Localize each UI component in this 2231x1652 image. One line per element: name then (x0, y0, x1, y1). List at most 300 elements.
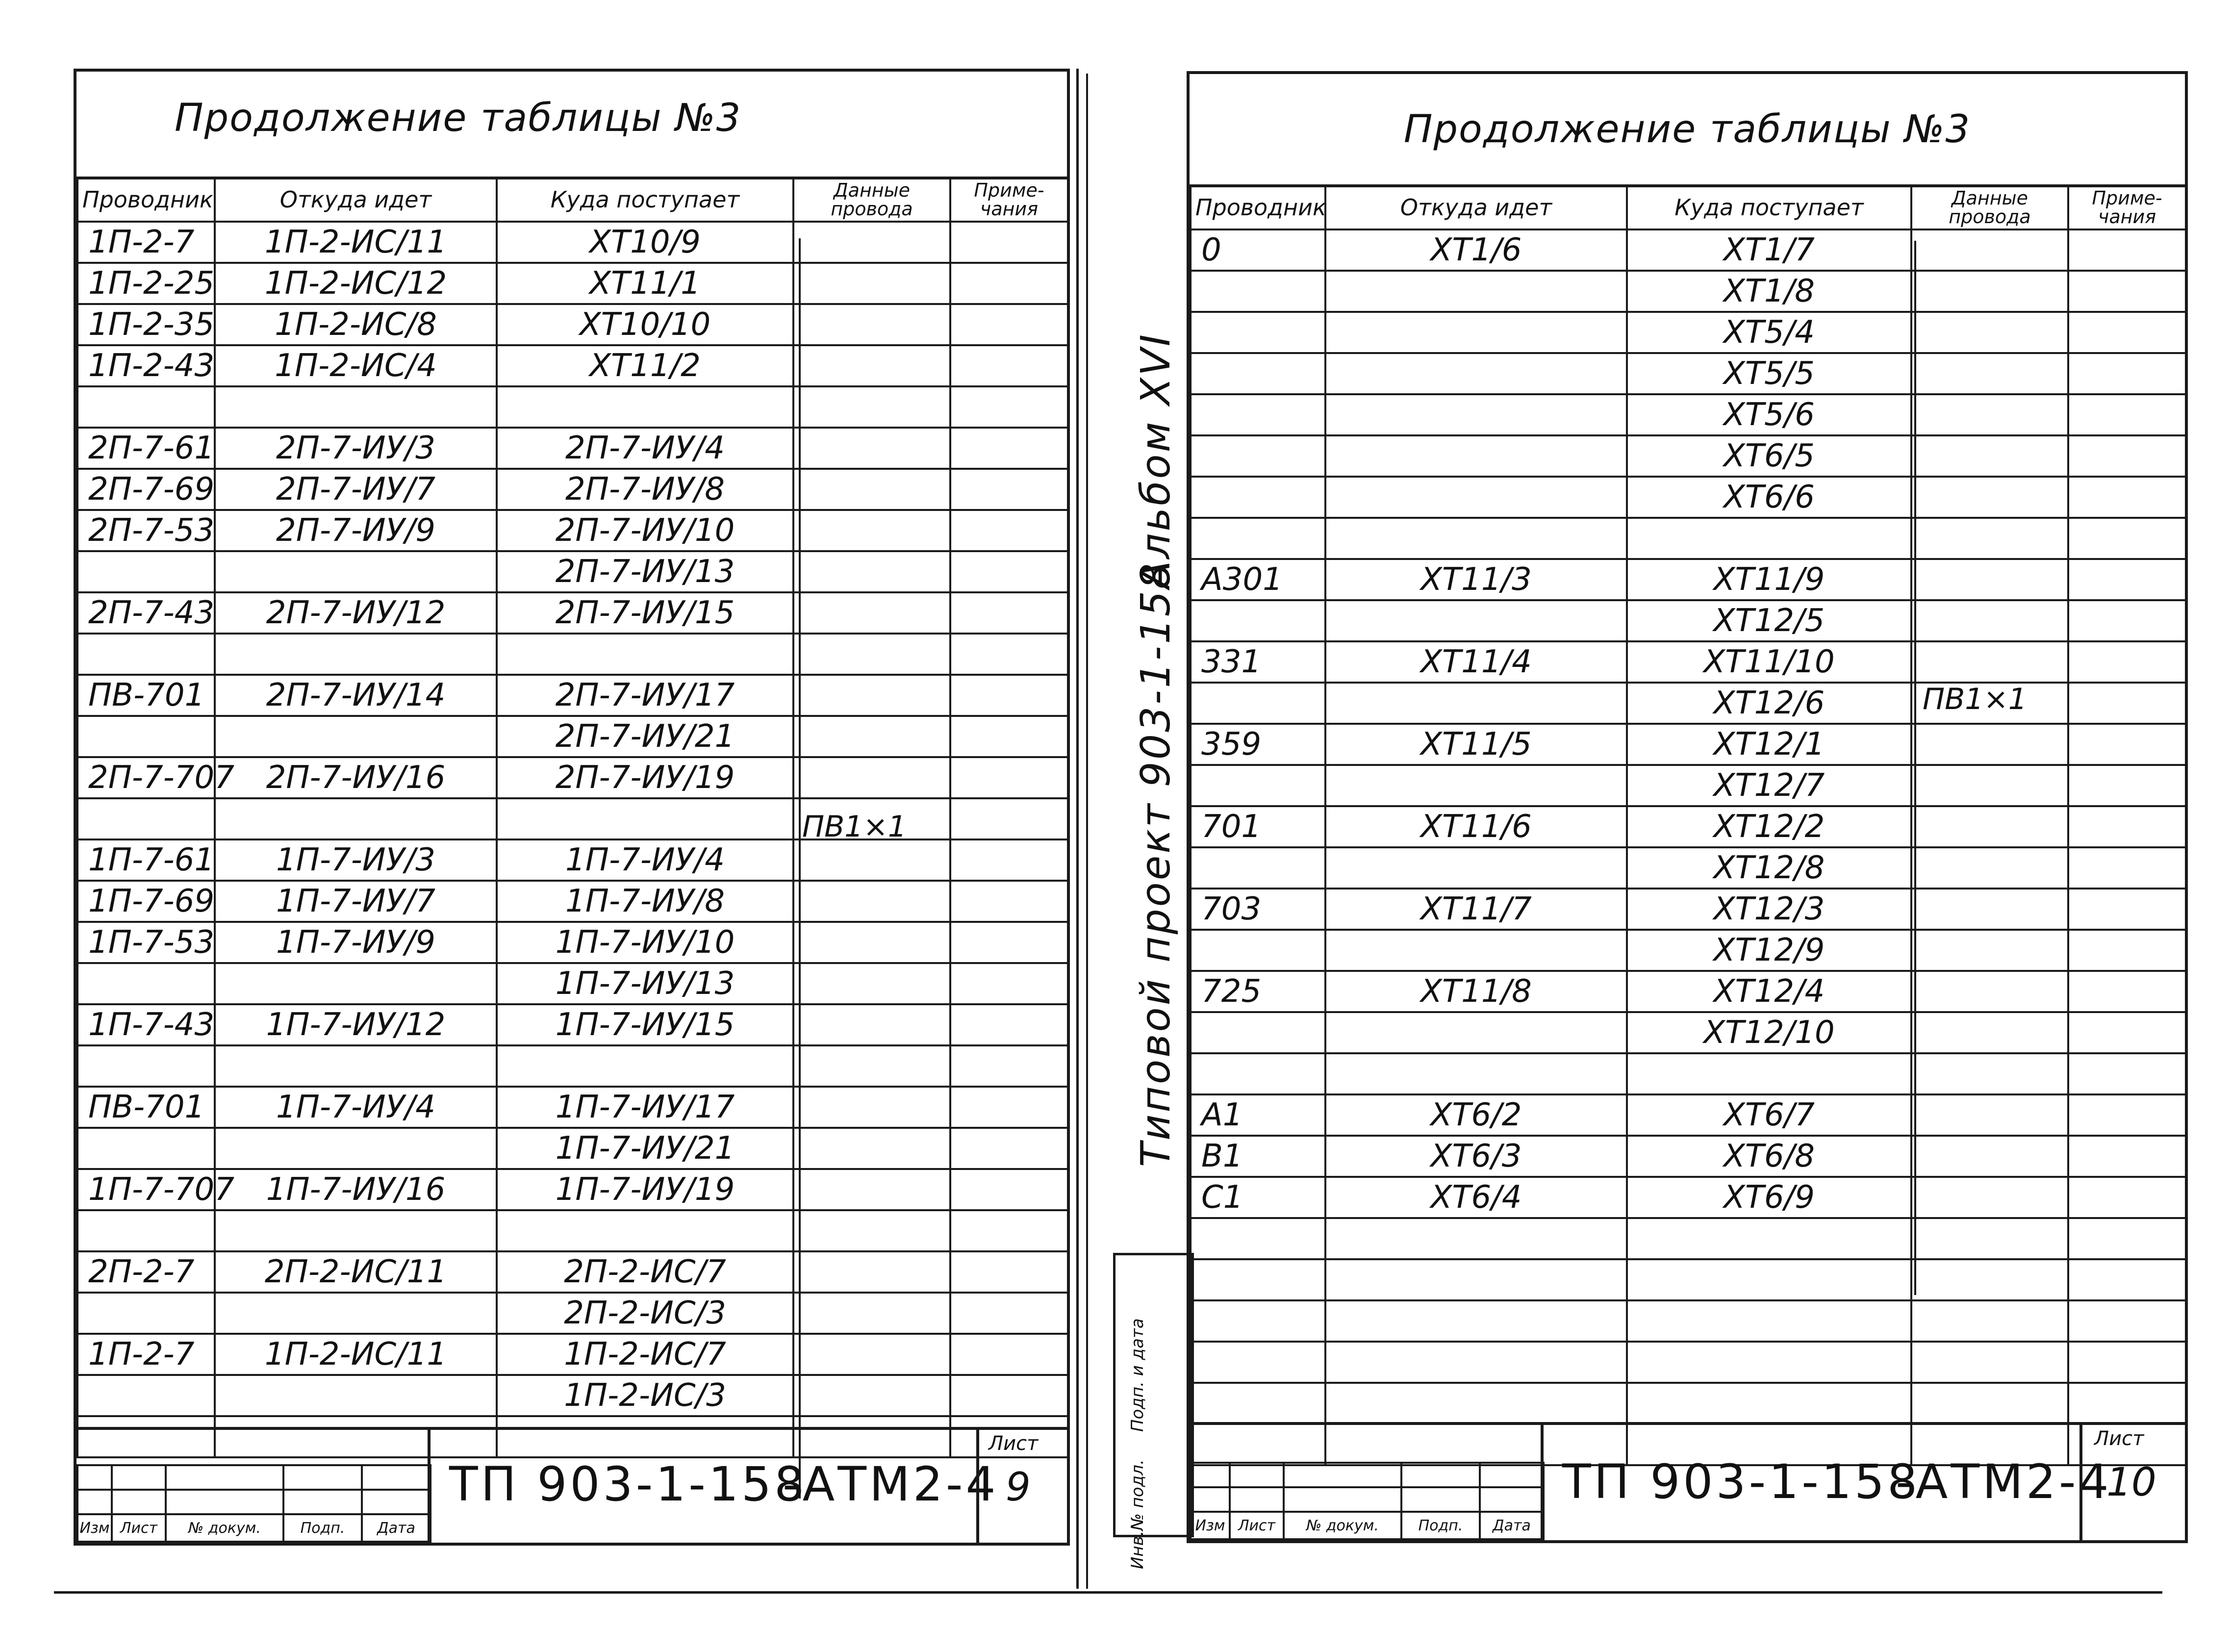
to-cell: ХТ12/6 (1627, 683, 1911, 724)
notes-cell (2068, 600, 2186, 641)
from-cell: ХТ11/8 (1325, 971, 1627, 1012)
stamp-label-sheet: Лист (1230, 1512, 1284, 1539)
conductor-cell: 1П-2-35 (77, 304, 215, 345)
from-cell: 2П-2-ИС/11 (215, 1251, 497, 1293)
notes-cell (2068, 765, 2186, 806)
conductor-cell: 1П-7-53 (77, 922, 215, 963)
from-cell (215, 1128, 497, 1169)
side-label-inventory: Инв.№ подл. (1128, 1459, 1147, 1569)
conductor-cell (1191, 353, 1325, 394)
right-brace-line (1914, 241, 1916, 1295)
right-doc-code: ТП 903-1-158 (1562, 1454, 1921, 1509)
conductor-cell (77, 1210, 215, 1251)
from-cell: 1П-2-ИС/12 (215, 263, 497, 304)
table-row (1191, 600, 2186, 641)
table-row (77, 1293, 1068, 1334)
wire-data-cell (1911, 806, 2068, 847)
to-cell: 1П-7-ИУ/21 (497, 1128, 793, 1169)
wire-data-cell (1911, 435, 2068, 477)
to-cell: 1П-7-ИУ/8 (497, 881, 793, 922)
wire-data-cell (1911, 1094, 2068, 1136)
to-cell: ХТ12/9 (1627, 930, 1911, 971)
conductor-cell (1191, 600, 1325, 641)
notes-cell (2068, 847, 2186, 889)
to-cell: ХТ11/1 (497, 263, 793, 304)
table-row (77, 1004, 1068, 1045)
notes-cell (950, 1128, 1068, 1169)
left-title-block (76, 1427, 1067, 1543)
left-title-area (76, 72, 1067, 179)
to-cell: ХТ11/2 (497, 345, 793, 386)
to-cell: 1П-7-ИУ/19 (497, 1169, 793, 1210)
notes-cell (950, 839, 1068, 881)
from-cell (215, 1210, 497, 1251)
conductor-cell: ПВ-701 (77, 1087, 215, 1128)
notes-cell (950, 1293, 1068, 1334)
conductor-cell: 701 (1191, 806, 1325, 847)
conductor-cell (77, 798, 215, 839)
from-cell (1325, 271, 1627, 312)
to-cell: ХТ11/9 (1627, 559, 1911, 600)
table-row (77, 757, 1068, 798)
wire-data-cell (793, 716, 950, 757)
table-row (77, 469, 1068, 510)
notes-cell (950, 757, 1068, 798)
from-cell: ХТ11/7 (1325, 889, 1627, 930)
col-wire-data: Данные провода (793, 178, 950, 222)
notes-cell (950, 304, 1068, 345)
col-from: Откуда идет (1325, 185, 1627, 229)
notes-cell (2068, 1300, 2186, 1342)
table-row (1191, 1094, 2186, 1136)
table-row (77, 634, 1068, 675)
table-row (77, 1087, 1068, 1128)
notes-cell (950, 1045, 1068, 1087)
notes-cell (2068, 641, 2186, 683)
to-cell: 1П-7-ИУ/10 (497, 922, 793, 963)
from-cell: ХТ6/2 (1325, 1094, 1627, 1136)
table-row (1191, 930, 2186, 971)
right-sheet-title: Продолжение таблицы №3 (1403, 107, 1971, 152)
conductor-cell (1191, 1383, 1325, 1424)
table-row (1191, 518, 2186, 559)
left-doc-suffix: -АТМ2-4 (783, 1457, 999, 1512)
table-row (77, 428, 1068, 469)
from-cell (215, 386, 497, 428)
to-cell (1627, 1342, 1911, 1383)
from-cell: ХТ6/3 (1325, 1136, 1627, 1177)
from-cell: 2П-7-ИУ/12 (215, 592, 497, 634)
to-cell: ХТ12/8 (1627, 847, 1911, 889)
to-cell: ХТ1/8 (1627, 271, 1911, 312)
to-cell: 2П-7-ИУ/15 (497, 592, 793, 634)
wire-data-cell (1911, 930, 2068, 971)
to-cell: 1П-2-ИС/3 (497, 1375, 793, 1416)
conductor-cell: 2П-7-53 (77, 510, 215, 551)
to-cell: ХТ11/10 (1627, 641, 1911, 683)
left-sheet-label: Лист (989, 1432, 1039, 1455)
to-cell (497, 1210, 793, 1251)
wire-data-cell (1911, 518, 2068, 559)
from-cell (215, 963, 497, 1004)
table-row (1191, 271, 2186, 312)
to-cell (1627, 1383, 1911, 1424)
notes-cell (2068, 477, 2186, 518)
wire-data-cell (793, 592, 950, 634)
from-cell (215, 1375, 497, 1416)
from-cell (1325, 394, 1627, 435)
table-row (1191, 1259, 2186, 1300)
stamp-label-sign: Подп. (1401, 1512, 1480, 1539)
notes-cell (950, 345, 1068, 386)
table-row (77, 263, 1068, 304)
notes-cell (950, 428, 1068, 469)
table-row (1191, 889, 2186, 930)
conductor-cell (77, 551, 215, 592)
wire-data-cell (1911, 971, 2068, 1012)
table-row (1191, 641, 2186, 683)
notes-cell (950, 881, 1068, 922)
from-cell (215, 1293, 497, 1334)
conductor-cell: 1П-7-69 (77, 881, 215, 922)
from-cell: ХТ11/4 (1325, 641, 1627, 683)
table-row (77, 386, 1068, 428)
wire-data-cell (1911, 847, 2068, 889)
from-cell: 1П-7-ИУ/7 (215, 881, 497, 922)
from-cell: 2П-7-ИУ/3 (215, 428, 497, 469)
stamp-label-change: Изм (1191, 1512, 1230, 1539)
conductor-cell: 1П-7-707 (77, 1169, 215, 1210)
wire-data-cell (1911, 641, 2068, 683)
table-row (77, 922, 1068, 963)
conductor-cell (1191, 765, 1325, 806)
notes-cell (2068, 394, 2186, 435)
table-row (1191, 435, 2186, 477)
wire-data-cell (793, 1210, 950, 1251)
to-cell: 2П-7-ИУ/17 (497, 675, 793, 716)
table-row (77, 1045, 1068, 1087)
table-row (77, 551, 1068, 592)
table-row (1191, 394, 2186, 435)
to-cell: ХТ12/2 (1627, 806, 1911, 847)
table-row (1191, 724, 2186, 765)
to-cell (1627, 1218, 1911, 1259)
from-cell: 1П-7-ИУ/9 (215, 922, 497, 963)
from-cell: ХТ11/3 (1325, 559, 1627, 600)
wire-data-cell (1911, 1218, 2068, 1259)
table-row (1191, 353, 2186, 394)
wire-data-cell (793, 839, 950, 881)
wire-data-cell (793, 304, 950, 345)
from-cell: ХТ6/4 (1325, 1177, 1627, 1218)
to-cell: ХТ5/6 (1627, 394, 1911, 435)
wire-data-cell (793, 757, 950, 798)
album-label: Альбом XVI (1133, 332, 1179, 588)
from-cell: 2П-7-ИУ/14 (215, 675, 497, 716)
right-code-box-divider (1541, 1425, 1544, 1540)
to-cell: ХТ12/1 (1627, 724, 1911, 765)
from-cell: 1П-2-ИС/4 (215, 345, 497, 386)
notes-cell (2068, 1053, 2186, 1094)
notes-cell (2068, 1383, 2186, 1424)
notes-cell (2068, 930, 2186, 971)
wire-data-cell (1911, 1053, 2068, 1094)
table-row (1191, 1383, 2186, 1424)
table-row (77, 1169, 1068, 1210)
notes-cell (2068, 518, 2186, 559)
binding-line-right (1086, 74, 1088, 1589)
right-wire-data: ПВ1×1 (1923, 682, 2027, 716)
wire-data-cell (1911, 600, 2068, 641)
conductor-cell (1191, 1218, 1325, 1259)
notes-cell (2068, 1259, 2186, 1300)
col-notes: Приме-чания (2068, 185, 2186, 229)
notes-cell (2068, 559, 2186, 600)
conductor-cell: 1П-2-43 (77, 345, 215, 386)
right-sheet-box (2079, 1425, 2082, 1540)
from-cell: 1П-7-ИУ/16 (215, 1169, 497, 1210)
notes-cell (2068, 1094, 2186, 1136)
col-notes: Приме-чания (950, 178, 1068, 222)
stamp-label-sign: Подп. (283, 1514, 362, 1542)
wire-data-cell (793, 345, 950, 386)
table-row (1191, 1300, 2186, 1342)
from-cell: 1П-2-ИС/8 (215, 304, 497, 345)
to-cell: ХТ1/7 (1627, 229, 1911, 271)
to-cell: 2П-7-ИУ/8 (497, 469, 793, 510)
notes-cell (2068, 889, 2186, 930)
wire-data-cell (793, 1045, 950, 1087)
right-sheet-number: 10 (2106, 1459, 2156, 1505)
conductor-cell (77, 963, 215, 1004)
left-stamp-grid (76, 1464, 431, 1543)
from-cell (215, 551, 497, 592)
conductor-cell (1191, 394, 1325, 435)
conductor-cell: 2П-7-61 (77, 428, 215, 469)
wire-data-cell (1911, 353, 2068, 394)
table-row (1191, 847, 2186, 889)
notes-cell (950, 263, 1068, 304)
to-cell (1627, 1053, 1911, 1094)
table-row (77, 1210, 1068, 1251)
table-row (77, 839, 1068, 881)
from-cell (215, 634, 497, 675)
left-code-box-divider (428, 1430, 431, 1543)
wire-data-cell (793, 1375, 950, 1416)
table-row (1191, 1053, 2186, 1094)
col-to: Куда поступает (1627, 185, 1911, 229)
table-row (77, 222, 1068, 263)
to-cell (1627, 518, 1911, 559)
right-title-area (1190, 74, 2185, 187)
from-cell (1325, 1218, 1627, 1259)
from-cell (1325, 683, 1627, 724)
wire-data-cell (1911, 724, 2068, 765)
table-row (77, 345, 1068, 386)
conductor-cell (1191, 930, 1325, 971)
notes-cell (2068, 971, 2186, 1012)
from-cell (215, 716, 497, 757)
wire-data-cell (793, 1004, 950, 1045)
stamp-label-doc: № докум. (166, 1514, 283, 1542)
table-row (77, 510, 1068, 551)
notes-cell (950, 634, 1068, 675)
table-row (1191, 477, 2186, 518)
left-sheet (74, 69, 1070, 1546)
to-cell (497, 1045, 793, 1087)
wire-data-cell (1911, 1259, 2068, 1300)
from-cell: 2П-7-ИУ/9 (215, 510, 497, 551)
from-cell: ХТ1/6 (1325, 229, 1627, 271)
notes-cell (950, 1334, 1068, 1375)
binding-line-left (1076, 69, 1079, 1589)
conductor-cell (1191, 683, 1325, 724)
wire-data-cell (793, 510, 950, 551)
bottom-line (54, 1591, 2162, 1594)
wire-data-cell (1911, 271, 2068, 312)
from-cell: 1П-2-ИС/11 (215, 1334, 497, 1375)
left-brace-line (799, 238, 801, 1499)
notes-cell (950, 798, 1068, 839)
to-cell: ХТ6/6 (1627, 477, 1911, 518)
from-cell (1325, 477, 1627, 518)
from-cell: ХТ11/6 (1325, 806, 1627, 847)
to-cell: ХТ6/5 (1627, 435, 1911, 477)
notes-cell (2068, 435, 2186, 477)
conductor-cell (77, 1375, 215, 1416)
wire-data-cell (793, 1293, 950, 1334)
to-cell: ХТ12/5 (1627, 600, 1911, 641)
wire-data-cell (793, 634, 950, 675)
table-row (77, 716, 1068, 757)
notes-cell (950, 922, 1068, 963)
conductor-cell: 703 (1191, 889, 1325, 930)
col-conductor: Проводник (77, 178, 215, 222)
from-cell: 2П-7-ИУ/7 (215, 469, 497, 510)
conductor-cell: 331 (1191, 641, 1325, 683)
from-cell (1325, 930, 1627, 971)
notes-cell (2068, 683, 2186, 724)
to-cell: ХТ12/4 (1627, 971, 1911, 1012)
from-cell (215, 798, 497, 839)
notes-cell (2068, 229, 2186, 271)
left-connection-table (76, 177, 1069, 1458)
to-cell: 1П-7-ИУ/15 (497, 1004, 793, 1045)
col-conductor: Проводник (1191, 185, 1325, 229)
conductor-cell: 725 (1191, 971, 1325, 1012)
notes-cell (950, 592, 1068, 634)
from-cell (1325, 1053, 1627, 1094)
right-connection-table (1190, 184, 2187, 1466)
notes-cell (950, 469, 1068, 510)
wire-data-cell (1911, 765, 2068, 806)
notes-cell (2068, 806, 2186, 847)
table-row (77, 592, 1068, 634)
notes-cell (2068, 312, 2186, 353)
wire-data-cell (1911, 1300, 2068, 1342)
notes-cell (950, 675, 1068, 716)
table-row (77, 1128, 1068, 1169)
conductor-cell: В1 (1191, 1136, 1325, 1177)
wire-data-cell (793, 963, 950, 1004)
conductor-cell (77, 1045, 215, 1087)
to-cell: ХТ5/5 (1627, 353, 1911, 394)
conductor-cell: 2П-7-69 (77, 469, 215, 510)
conductor-cell (1191, 1259, 1325, 1300)
to-cell: 2П-7-ИУ/13 (497, 551, 793, 592)
table-row (1191, 1177, 2186, 1218)
table-row (1191, 1218, 2186, 1259)
from-cell: 1П-7-ИУ/12 (215, 1004, 497, 1045)
to-cell: ХТ10/9 (497, 222, 793, 263)
to-cell: 2П-2-ИС/7 (497, 1251, 793, 1293)
conductor-cell: 2П-7-43 (77, 592, 215, 634)
wire-data-cell (793, 1087, 950, 1128)
table-row (77, 304, 1068, 345)
right-sheet (1187, 71, 2188, 1543)
table-row (1191, 683, 2186, 724)
conductor-cell (77, 716, 215, 757)
wire-data-cell (793, 551, 950, 592)
from-cell (1325, 1300, 1627, 1342)
table-row (77, 881, 1068, 922)
conductor-cell (1191, 518, 1325, 559)
table-row (77, 675, 1068, 716)
conductor-cell (1191, 1053, 1325, 1094)
notes-cell (950, 1004, 1068, 1045)
conductor-cell (77, 1293, 215, 1334)
conductor-cell: 1П-2-7 (77, 1334, 215, 1375)
to-cell: ХТ10/10 (497, 304, 793, 345)
from-cell (1325, 518, 1627, 559)
from-cell: 1П-7-ИУ/4 (215, 1087, 497, 1128)
to-cell: ХТ6/8 (1627, 1136, 1911, 1177)
side-stamp-strip (1113, 1253, 1194, 1537)
side-label-sign-date: Подп. и дата (1128, 1318, 1147, 1432)
left-sheet-title: Продолжение таблицы №3 (175, 96, 742, 140)
table-row (1191, 1342, 2186, 1383)
col-wire-data: Данные провода (1911, 185, 2068, 229)
wire-data-cell (1911, 1177, 2068, 1218)
to-cell: 1П-2-ИС/7 (497, 1334, 793, 1375)
table-row (1191, 806, 2186, 847)
table-row (1191, 1136, 2186, 1177)
to-cell: ХТ12/7 (1627, 765, 1911, 806)
to-cell: ХТ12/10 (1627, 1012, 1911, 1053)
from-cell (1325, 1383, 1627, 1424)
notes-cell (950, 1210, 1068, 1251)
conductor-cell: 1П-7-43 (77, 1004, 215, 1045)
notes-cell (2068, 1177, 2186, 1218)
table-row (1191, 765, 2186, 806)
to-cell (1627, 1300, 1911, 1342)
notes-cell (950, 510, 1068, 551)
conductor-cell: 2П-7-707 (77, 757, 215, 798)
conductor-cell: А301 (1191, 559, 1325, 600)
to-cell (1627, 1259, 1911, 1300)
wire-data-cell (1911, 229, 2068, 271)
notes-cell (950, 716, 1068, 757)
wire-data-cell (793, 1169, 950, 1210)
notes-cell (950, 1251, 1068, 1293)
wire-data-cell (1911, 1342, 2068, 1383)
to-cell (497, 634, 793, 675)
conductor-cell (1191, 435, 1325, 477)
conductor-cell (77, 1128, 215, 1169)
notes-cell (2068, 1136, 2186, 1177)
from-cell (1325, 312, 1627, 353)
conductor-cell (77, 386, 215, 428)
